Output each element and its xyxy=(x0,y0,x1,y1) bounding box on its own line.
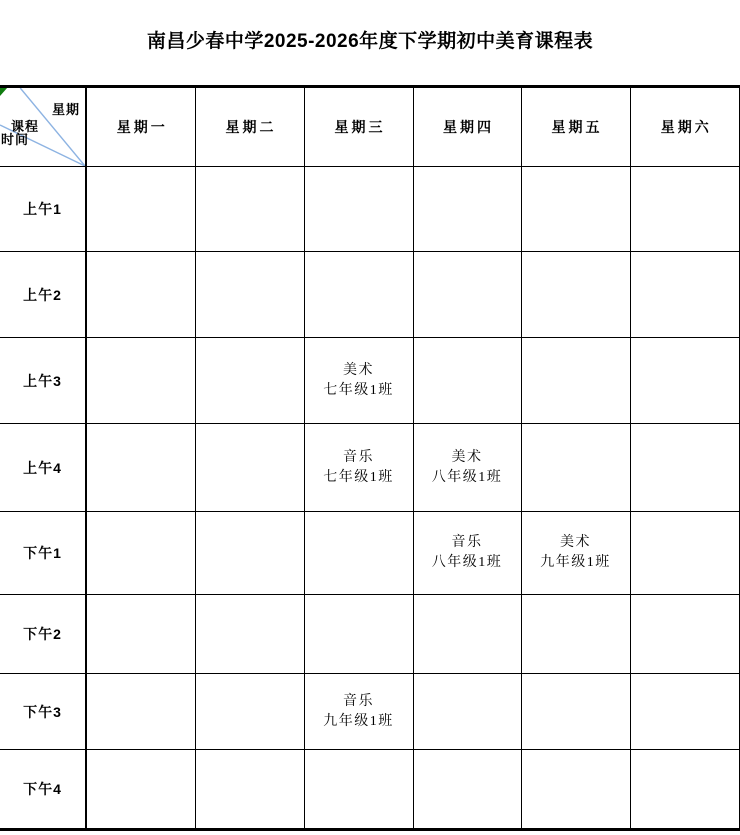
schedule-cell xyxy=(630,424,740,512)
schedule-cell xyxy=(195,252,304,338)
day-header-wednesday: 星期三 xyxy=(304,87,413,167)
schedule-cell xyxy=(195,167,304,252)
schedule-cell xyxy=(86,167,195,252)
schedule-cell xyxy=(86,595,195,674)
table-row xyxy=(0,424,740,512)
schedule-cell xyxy=(521,338,630,424)
cell-subject: 音乐 xyxy=(343,693,374,709)
schedule-cell xyxy=(304,512,413,595)
table-row xyxy=(0,338,740,424)
period-label: 下午2 xyxy=(0,595,86,674)
schedule-cell xyxy=(521,167,630,252)
green-corner-marker xyxy=(0,88,7,96)
cell-subject: 美术 xyxy=(451,449,483,465)
schedule-cell xyxy=(630,674,740,750)
schedule-cell xyxy=(304,674,413,750)
schedule-cell xyxy=(86,674,195,750)
cell-class: 七年级1班 xyxy=(323,469,394,485)
schedule-cell xyxy=(304,338,413,424)
cell-class: 九年级1班 xyxy=(323,713,394,729)
schedule-cell xyxy=(304,595,413,674)
schedule-cell xyxy=(195,512,304,595)
day-header-tuesday: 星期二 xyxy=(195,87,304,167)
schedule-cell xyxy=(413,750,521,830)
schedule-cell xyxy=(630,167,740,252)
schedule-cell xyxy=(86,750,195,830)
table-row xyxy=(0,674,740,750)
header-row xyxy=(0,87,740,167)
schedule-cell xyxy=(413,167,521,252)
period-label: 下午4 xyxy=(0,750,86,830)
schedule-cell xyxy=(304,424,413,512)
period-label: 上午3 xyxy=(0,338,86,424)
schedule-cell xyxy=(630,252,740,338)
cell-subject: 音乐 xyxy=(451,535,483,550)
schedule-cell xyxy=(521,424,630,512)
schedule-cell xyxy=(413,595,521,674)
day-header-saturday: 星期六 xyxy=(630,87,740,167)
schedule-cell xyxy=(413,252,521,338)
schedule-cell xyxy=(195,674,304,750)
schedule-cell xyxy=(630,338,740,424)
schedule-cell xyxy=(195,595,304,674)
table-row xyxy=(0,167,740,252)
schedule-cell xyxy=(413,512,521,595)
schedule-cell xyxy=(86,512,195,595)
period-label: 上午2 xyxy=(0,252,86,338)
timetable xyxy=(0,85,740,831)
table-row xyxy=(0,252,740,338)
schedule-cell xyxy=(630,512,740,595)
period-label: 下午3 xyxy=(0,674,86,750)
schedule-cell xyxy=(630,750,740,830)
schedule-cell xyxy=(413,338,521,424)
table-row xyxy=(0,595,740,674)
schedule-cell xyxy=(521,595,630,674)
corner-time-label: 时间 xyxy=(1,132,30,147)
schedule-cell xyxy=(195,338,304,424)
corner-header-cell xyxy=(0,87,86,167)
schedule-cell xyxy=(521,252,630,338)
table-row xyxy=(0,750,740,830)
day-header-friday: 星期五 xyxy=(521,87,630,167)
cell-class: 七年级1班 xyxy=(323,382,394,398)
corner-week-label: 星期 xyxy=(51,102,80,117)
schedule-cell xyxy=(521,750,630,830)
schedule-cell xyxy=(304,750,413,830)
schedule-cell xyxy=(521,674,630,750)
cell-subject: 音乐 xyxy=(343,449,374,465)
schedule-cell xyxy=(86,424,195,512)
schedule-cell xyxy=(304,252,413,338)
table-row xyxy=(0,512,740,595)
day-header-thursday: 星期四 xyxy=(413,87,521,167)
day-header-monday: 星期一 xyxy=(86,87,195,167)
period-label: 下午1 xyxy=(0,512,86,595)
period-label: 上午1 xyxy=(0,167,86,252)
period-label: 上午4 xyxy=(0,424,86,512)
cell-class: 八年级1班 xyxy=(431,555,503,570)
schedule-cell xyxy=(521,512,630,595)
schedule-cell xyxy=(304,167,413,252)
cell-class: 八年级1班 xyxy=(431,469,503,485)
schedule-cell xyxy=(195,750,304,830)
schedule-cell xyxy=(413,424,521,512)
schedule-cell xyxy=(413,674,521,750)
cell-subject: 美术 xyxy=(560,535,591,550)
cell-subject: 美术 xyxy=(343,362,374,378)
schedule-cell xyxy=(195,424,304,512)
schedule-cell xyxy=(630,595,740,674)
schedule-cell xyxy=(86,338,195,424)
schedule-cell xyxy=(86,252,195,338)
page-title: 南昌少春中学2025-2026年度下学期初中美育课程表 xyxy=(146,31,594,52)
corner-course-label: 课程 xyxy=(11,119,40,134)
cell-class: 九年级1班 xyxy=(540,555,611,570)
